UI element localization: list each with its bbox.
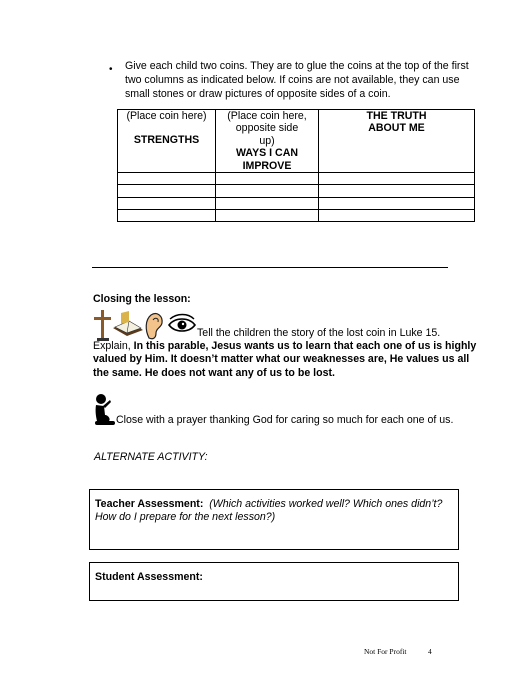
table-cell[interactable] bbox=[118, 185, 216, 197]
page-number: 4 bbox=[428, 647, 432, 656]
eye-icon bbox=[169, 315, 195, 332]
strengths-title: STRENGTHS bbox=[133, 134, 200, 147]
table-cell[interactable] bbox=[118, 209, 216, 221]
closing-title: Closing the lesson: bbox=[93, 293, 191, 305]
table-cell[interactable] bbox=[319, 173, 475, 185]
table-cell[interactable] bbox=[216, 209, 319, 221]
bible-icon bbox=[113, 311, 143, 336]
footer-text: Not For Profit bbox=[364, 647, 407, 656]
table-cell[interactable] bbox=[319, 209, 475, 221]
ear-icon bbox=[146, 314, 162, 339]
bullet-point: • bbox=[109, 64, 113, 75]
lesson-instruction: Tell the children the story of the lost coin in Luke 15. bbox=[197, 327, 441, 339]
coin-placement-note: (Place coin here, opposite side up) bbox=[227, 110, 307, 147]
table-row bbox=[118, 173, 475, 185]
teacher-assessment-prompt: (Which activities worked well? Which ones didn’t? How do I prepare for the next lesson?) bbox=[95, 498, 443, 524]
coin-worksheet-table bbox=[117, 109, 475, 222]
lesson-icons bbox=[93, 308, 197, 342]
section-divider bbox=[92, 267, 448, 268]
table-cell[interactable] bbox=[216, 197, 319, 209]
table-cell[interactable] bbox=[118, 173, 216, 185]
improve-column-header bbox=[216, 110, 319, 173]
table-cell[interactable] bbox=[319, 185, 475, 197]
teacher-assessment-box[interactable] bbox=[89, 489, 459, 550]
table-cell[interactable] bbox=[216, 173, 319, 185]
praying-child-icon bbox=[93, 393, 117, 427]
explain-lead: Explain, bbox=[93, 340, 134, 352]
table-cell[interactable] bbox=[319, 197, 475, 209]
explain-message: In this parable, Jesus wants us to learn that each one of us is highly valued by Him. It doesn’t matter what our weaknesses are, He values us all the same. He does not want any of us to be lost. bbox=[93, 340, 477, 379]
cross-icon bbox=[94, 310, 111, 341]
student-assessment-label: Student Assessment: bbox=[95, 571, 203, 583]
ways-to-improve-title: WAYS I CAN IMPROVE bbox=[235, 147, 298, 172]
strengths-column-header bbox=[118, 110, 216, 173]
table-cell[interactable] bbox=[216, 185, 319, 197]
teacher-assessment-label: Teacher Assessment: bbox=[95, 498, 204, 510]
truth-about-me-title: THE TRUTH ABOUT ME bbox=[366, 110, 427, 135]
table-row bbox=[118, 185, 475, 197]
closing-prayer-instruction: Close with a prayer thanking God for caring so much for each one of us. bbox=[116, 414, 454, 426]
table-row bbox=[118, 197, 475, 209]
table-cell[interactable] bbox=[118, 197, 216, 209]
coin-instructions: Give each child two coins. They are to glue the coins at the top of the first two columns as indicated below. If coins are not available, they can use small stones or draw pictures of opposite sides of a coin. bbox=[125, 60, 469, 100]
coin-placement-note: (Place coin here) bbox=[126, 110, 207, 122]
lesson-explanation bbox=[93, 340, 478, 380]
truth-column-header bbox=[319, 110, 475, 173]
alternate-activity-heading: ALTERNATE ACTIVITY: bbox=[94, 451, 208, 463]
student-assessment-box[interactable] bbox=[89, 562, 459, 601]
table-row bbox=[118, 209, 475, 221]
